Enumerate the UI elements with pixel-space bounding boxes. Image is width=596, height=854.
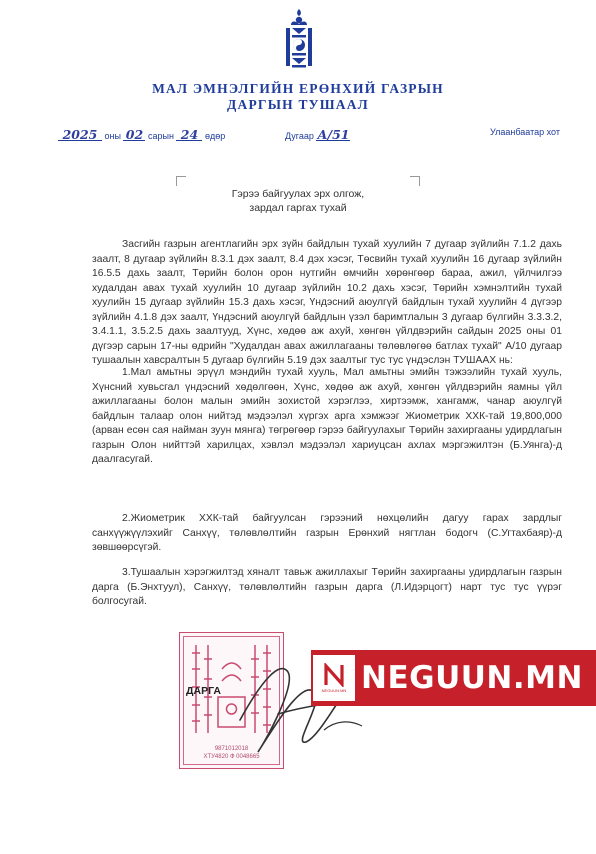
stamp-number-2: ХТУ4820 Ф 0048665 <box>203 754 260 760</box>
stamp-number-1: 9871012018 <box>214 746 249 752</box>
soyombo-emblem-icon <box>284 8 314 72</box>
org-title-line1: МАЛ ЭМНЭЛГИЙН ЕРӨНХИЙ ГАЗРЫН <box>152 81 444 96</box>
date-day-value: 24 <box>176 127 202 141</box>
order-number-label: Дугаар <box>285 131 314 141</box>
date-field <box>58 127 225 141</box>
signatory-title: ДАРГА <box>186 685 221 697</box>
body-paragraph-2: 2.Жиометрик ХХК-тай байгуулсан гэрээний нөхцөлийн дагуу гарах зардлыг санхүүжүүлэхийг Санхүү, төлөвлөлтийн газрын Ерөнхий нягтлан бодогч (С.Угтахбаяр)-д зөвшөөрсүгэй. <box>92 513 562 553</box>
neguun-logo <box>313 655 355 701</box>
subject-line1: Гэрээ байгуулах эрх олгож, <box>231 188 365 200</box>
neguun-logo-n-icon <box>322 663 346 687</box>
body-paragraph-3: 3.Тушаалын хэрэгжилтэд хяналт тавьж ажиллахыг Төрийн захиргааны удирдлагын газрын дарга (Б.Энхтуул), Санхүү, төлөвлөлтийн газрын дарга (Л.Идэрцогт) нарт тус тус үүрэг болгосугай. <box>92 567 562 607</box>
subject-bracket-left <box>176 176 186 186</box>
date-year-value: 2025 <box>58 127 102 141</box>
body-paragraph-1: 1.Мал амьтны эрүүл мэндийн тухай хууль, Мал амьтны эмийн тэжээлийн тухай хууль, Хүнсний хувьсгал үндэсний хөдөлгөөн, Хүнс, хөдөө аж ахуй, хөнгөн үйлдвэрийн яамны үйл ажиллагааны болон малын эмийн зохистой хэрэглээ, хиртээмж, хангамж, чанар аюулгүй байдлын талаар олон нийтэд мэдээлэл хүргэх арга хэмжээг Жиометрик ХХК-тай 19,800,000 (арван есөн сая найман зуун мянга) төгрөгөөр гэрээ байгуулахыг Төрийн захиргааны удирдлагын газрын Олон нийттэй харилцах, хэвлэл мэдээлэл хариуцсан ахлах мэргэжилтэн (Б.Уянга)-д даалгасугай. <box>92 367 562 465</box>
org-title-line2: ДАРГЫН ТУШААЛ <box>227 97 369 112</box>
city-label: Улаанбаатар хот <box>490 127 560 137</box>
order-number-value: А/51 <box>317 127 350 142</box>
order-number-field <box>285 127 350 141</box>
date-day-suffix: өдөр <box>204 131 226 141</box>
date-year-suffix: оны <box>104 131 121 141</box>
subject-bracket-right <box>410 176 420 186</box>
subject-line2: зардал гаргах тухай <box>249 202 347 214</box>
body-paragraph-preamble: Засгийн газрын агентлагийн эрх зүйн байдлын тухай хуулийн 7 дугаар зүйлийн 7.1.2 дахь заалт, 8 дугаар зүйлийн 8.3.1 дэх заалт, 8.4 дэх хэсэг, Төсвийн тухай хуулийн 16 дугаар зүйлийн 16.5.5 дахь заалт, Төрийн болон орон нутгийн өмчийн хөрөнгөөр бараа, ажил, үйлчилгээ худалдан авах тухай хуулийн 10 дугаар зүйлийн 10.2 дахь хэсэг, Төрийн хэмнэлтийн тухай хуулийн 15 дугаар зүйлийн 15.3 дахь хэсэг, Үндэсний аюулгүй байдлын тухай хуулийн 4 дүгээр зүйлийн 4.1.8 дэх заалт, Үндэсний аюулгүй байдлын үзэл баримтлалын 3 дугаар бүлгийн 3.3.3.2, 3.4.1.1, 3.5.2.5 дахь заалтууд, Хүнс, хөдөө аж ахуй, хөнгөн үйлдвэрийн сайдын 2025 оны 01 дүгээр сарын 17-ны өдрийн "Худалдан авах ажиллагааны төлөвлөгөө батлах тухай" А/10 дугаар тушаалын хавсралтын 5 дугаар бүлгийн 5.19 дэх заалтыг тус тус үндэслэн ТУШААХ нь: <box>92 239 562 366</box>
neguun-watermark-text: NEGUUN.MN <box>361 660 583 696</box>
date-month-suffix: сарын <box>148 131 174 141</box>
date-month-value: 02 <box>123 127 145 141</box>
neguun-watermark-banner <box>311 650 596 706</box>
neguun-logo-text: NEGUUN.MN <box>321 688 347 693</box>
